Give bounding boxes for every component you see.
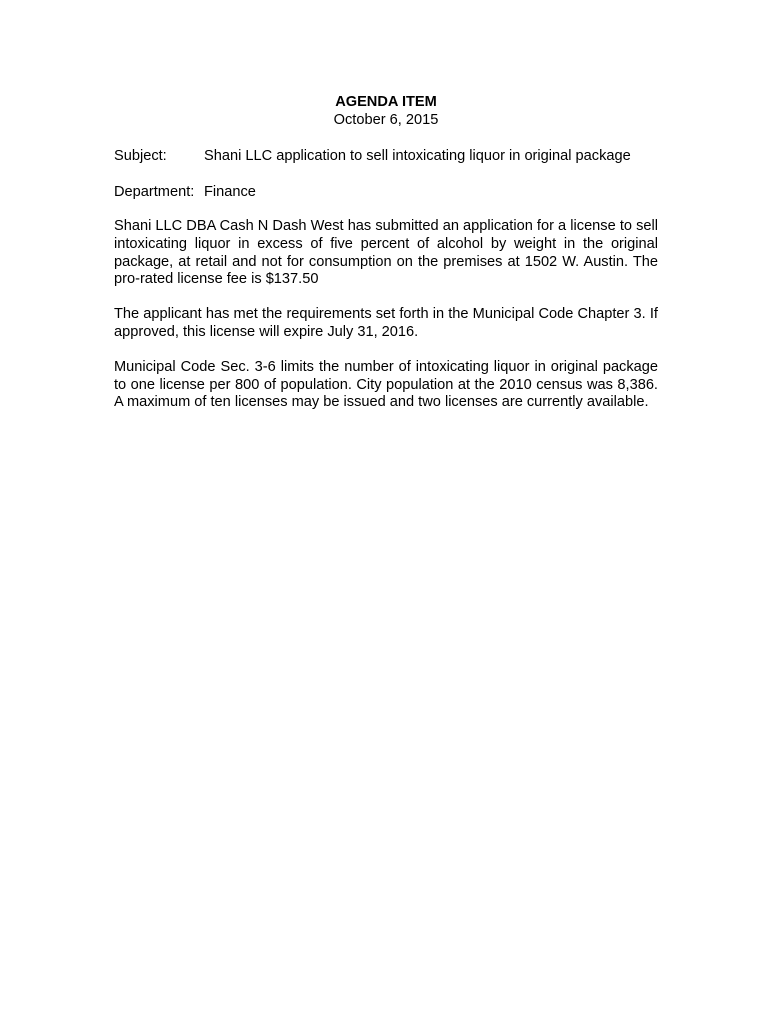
document-heading [114, 93, 658, 129]
department-label: Department: [114, 184, 195, 200]
department-row [114, 183, 658, 201]
subject-label: Subject: [114, 148, 167, 164]
department-value: Finance [204, 184, 256, 200]
population-limit-paragraph: Municipal Code Sec. 3-6 limits the number of intoxicating liquor in original package to one license per 800 of population. City population at the 2010 census was 8,386. A maximum of ten licenses may be issued and two licenses are currently available. [114, 358, 658, 411]
document-page [114, 93, 658, 427]
subject-row [114, 147, 658, 165]
license-application-paragraph: Shani LLC DBA Cash N Dash West has submitted an application for a license to sell intoxicating liquor in excess of five percent of alcohol by weight in the original package, at retail and not for consumption on the premises at 1502 W. Austin. The pro-rated license fee is $137.50 [114, 218, 658, 288]
agenda-date: October 6, 2015 [333, 112, 439, 128]
requirements-paragraph: The applicant has met the requirements set forth in the Municipal Code Chapter 3. If approved, this license will expire July 31, 2016. [114, 306, 658, 340]
agenda-title: AGENDA ITEM [335, 94, 437, 110]
subject-value: Shani LLC application to sell intoxicating liquor in original package [204, 148, 631, 164]
